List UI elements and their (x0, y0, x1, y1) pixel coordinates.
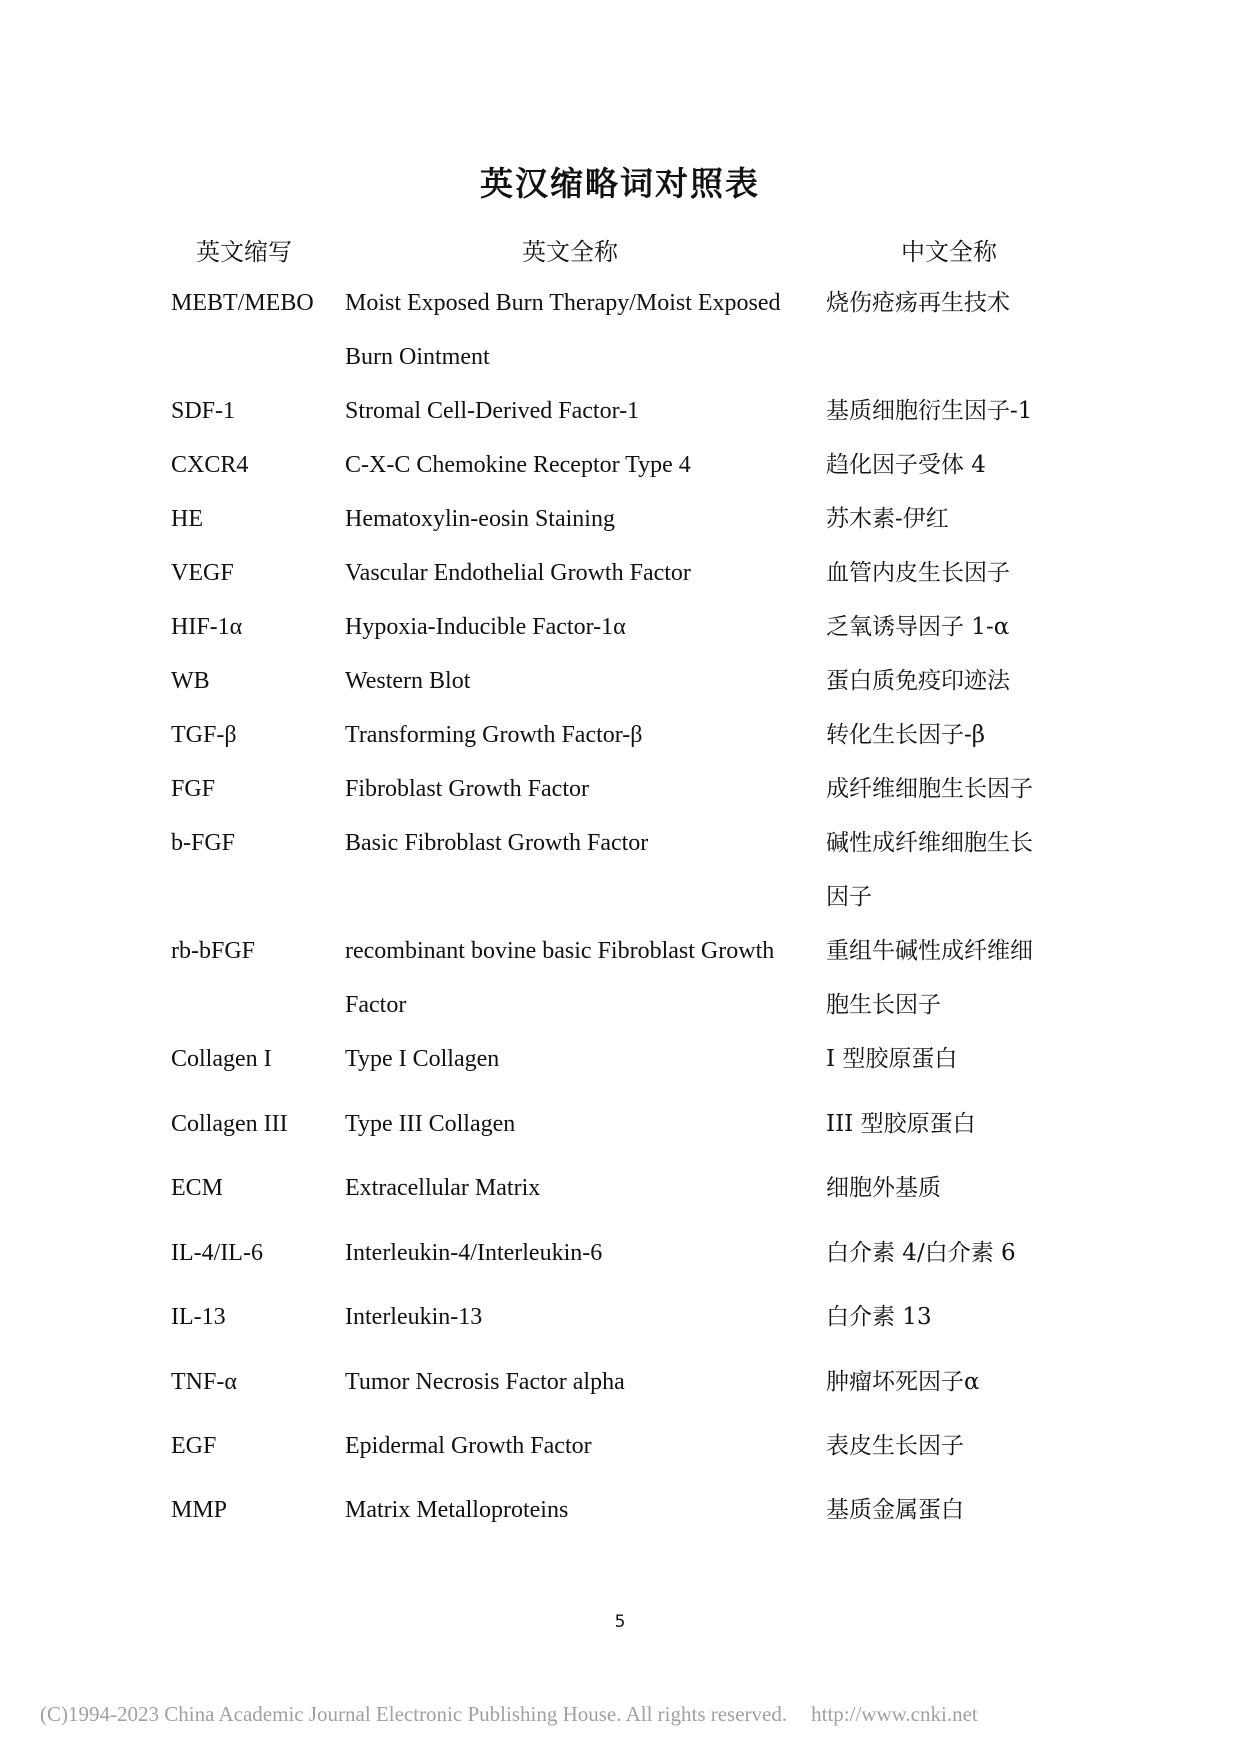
page-number: 5 (614, 1612, 626, 1632)
abbreviation-cell: Collagen I (171, 1046, 272, 1072)
english-name-cell (345, 384, 815, 438)
english-name-line: Vascular Endothelial Growth Factor (345, 560, 691, 586)
english-name-line: C-X-C Chemokine Receptor Type 4 (345, 452, 691, 478)
abbreviation-cell: VEGF (171, 560, 234, 586)
copyright-notice: (C)1994-2023 China Academic Journal Electronic Publishing House. All rights reserved. (40, 1702, 788, 1726)
chinese-name-line: 血管内皮生长因子 (826, 560, 1010, 586)
header-abbreviation: 英文缩写 (196, 238, 292, 266)
chinese-name-cell (826, 438, 1081, 492)
english-name-cell (345, 492, 815, 546)
english-name-line: Type III Collagen (345, 1111, 516, 1137)
footer-url: http://www.cnki.net (811, 1702, 978, 1726)
english-name-line: Fibroblast Growth Factor (345, 776, 589, 802)
chinese-name-cell (826, 924, 1081, 1032)
chinese-name-cell (826, 600, 1081, 654)
english-name-cell (345, 1355, 815, 1409)
english-name-cell (345, 1419, 815, 1473)
chinese-name-cell (826, 276, 1081, 330)
english-name-cell (345, 546, 815, 600)
english-name-cell (345, 816, 815, 870)
english-name-line: Transforming Growth Factor-β (345, 722, 643, 748)
chinese-name-line: III 型胶原蛋白 (826, 1111, 976, 1137)
chinese-name-line: 白介素 4/白介素 6 (826, 1240, 1016, 1266)
english-name-line: Interleukin-4/Interleukin-6 (345, 1240, 603, 1266)
chinese-name-line: 碱性成纤维细胞生长 (826, 830, 1033, 856)
english-name-line: Matrix Metalloproteins (345, 1497, 569, 1523)
chinese-name-cell (826, 384, 1081, 438)
abbreviation-cell: EGF (171, 1433, 217, 1459)
english-name-line: recombinant bovine basic Fibroblast Growth (345, 938, 775, 964)
english-name-line: Hematoxylin-eosin Staining (345, 506, 615, 532)
english-name-cell (345, 708, 815, 762)
english-name-cell (345, 1097, 815, 1151)
chinese-name-line: I 型胶原蛋白 (826, 1046, 958, 1072)
chinese-name-cell (826, 816, 1081, 924)
english-name-line: Hypoxia-Inducible Factor-1α (345, 614, 626, 640)
chinese-name-cell (826, 762, 1081, 816)
english-name-line: Factor (345, 992, 407, 1018)
page-title: 英汉缩略词对照表 (480, 164, 760, 203)
chinese-name-cell (826, 1355, 1081, 1409)
chinese-name-cell (826, 1226, 1081, 1280)
abbreviation-cell: HE (171, 506, 203, 532)
english-name-line: Interleukin-13 (345, 1304, 483, 1330)
chinese-name-line: 因子 (826, 884, 872, 910)
english-name-cell (345, 600, 815, 654)
english-name-cell (345, 1161, 815, 1215)
chinese-name-cell (826, 1483, 1081, 1537)
english-name-cell (345, 654, 815, 708)
chinese-name-cell (826, 654, 1081, 708)
header-english-full-name: 英文全称 (522, 238, 618, 266)
english-name-cell (345, 924, 815, 1032)
english-name-cell (345, 1032, 815, 1086)
abbreviation-cell: IL-13 (171, 1304, 226, 1330)
chinese-name-line: 肿瘤坏死因子α (826, 1369, 980, 1395)
chinese-name-cell (826, 492, 1081, 546)
abbreviation-cell: MEBT/MEBO (171, 290, 314, 316)
english-name-cell (345, 276, 815, 384)
abbreviation-cell: WB (171, 668, 210, 694)
chinese-name-line: 基质金属蛋白 (826, 1497, 964, 1523)
chinese-name-cell (826, 708, 1081, 762)
chinese-name-line: 转化生长因子-β (826, 722, 986, 748)
abbreviation-cell: SDF-1 (171, 398, 236, 424)
abbreviation-cell: MMP (171, 1497, 228, 1523)
english-name-cell (345, 762, 815, 816)
chinese-name-line: 成纤维细胞生长因子 (826, 776, 1033, 802)
english-name-line: Burn Ointment (345, 344, 490, 370)
english-name-line: Epidermal Growth Factor (345, 1433, 592, 1459)
chinese-name-line: 苏木素-伊红 (826, 506, 949, 532)
english-name-line: Stromal Cell-Derived Factor-1 (345, 398, 640, 424)
footer (40, 1702, 978, 1727)
english-name-cell (345, 1290, 815, 1344)
english-name-line: Moist Exposed Burn Therapy/Moist Exposed (345, 290, 781, 316)
chinese-name-cell (826, 546, 1081, 600)
abbreviation-cell: FGF (171, 776, 216, 802)
abbreviation-cell: ECM (171, 1175, 224, 1201)
abbreviation-cell: HIF-1α (171, 614, 243, 640)
chinese-name-cell (826, 1161, 1081, 1215)
chinese-name-cell (826, 1032, 1081, 1086)
english-name-cell (345, 438, 815, 492)
abbreviation-cell: rb-bFGF (171, 938, 256, 964)
chinese-name-line: 胞生长因子 (826, 992, 941, 1018)
english-name-line: Western Blot (345, 668, 471, 694)
chinese-name-line: 重组牛碱性成纤维细 (826, 938, 1033, 964)
chinese-name-line: 烧伤疮疡再生技术 (826, 290, 1010, 316)
chinese-name-cell (826, 1097, 1081, 1151)
abbreviation-cell: b-FGF (171, 830, 236, 856)
chinese-name-line: 趋化因子受体 4 (826, 452, 986, 478)
english-name-line: Type I Collagen (345, 1046, 500, 1072)
abbreviation-cell: TGF-β (171, 722, 237, 748)
english-name-cell (345, 1226, 815, 1280)
abbreviation-cell: Collagen III (171, 1111, 288, 1137)
abbreviation-cell: CXCR4 (171, 452, 249, 478)
chinese-name-line: 细胞外基质 (826, 1175, 941, 1201)
abbreviation-cell: TNF-α (171, 1369, 237, 1395)
chinese-name-cell (826, 1419, 1081, 1473)
header-chinese-full-name: 中文全称 (901, 238, 997, 266)
english-name-cell (345, 1483, 815, 1537)
chinese-name-line: 表皮生长因子 (826, 1433, 964, 1459)
chinese-name-line: 乏氧诱导因子 1-α (826, 614, 1010, 640)
chinese-name-line: 基质细胞衍生因子-1 (826, 398, 1033, 424)
english-name-line: Basic Fibroblast Growth Factor (345, 830, 649, 856)
english-name-line: Extracellular Matrix (345, 1175, 541, 1201)
chinese-name-line: 白介素 13 (826, 1304, 932, 1330)
english-name-line: Tumor Necrosis Factor alpha (345, 1369, 625, 1395)
abbreviation-cell: IL-4/IL-6 (171, 1240, 263, 1266)
chinese-name-line: 蛋白质免疫印迹法 (826, 668, 1010, 694)
chinese-name-cell (826, 1290, 1081, 1344)
